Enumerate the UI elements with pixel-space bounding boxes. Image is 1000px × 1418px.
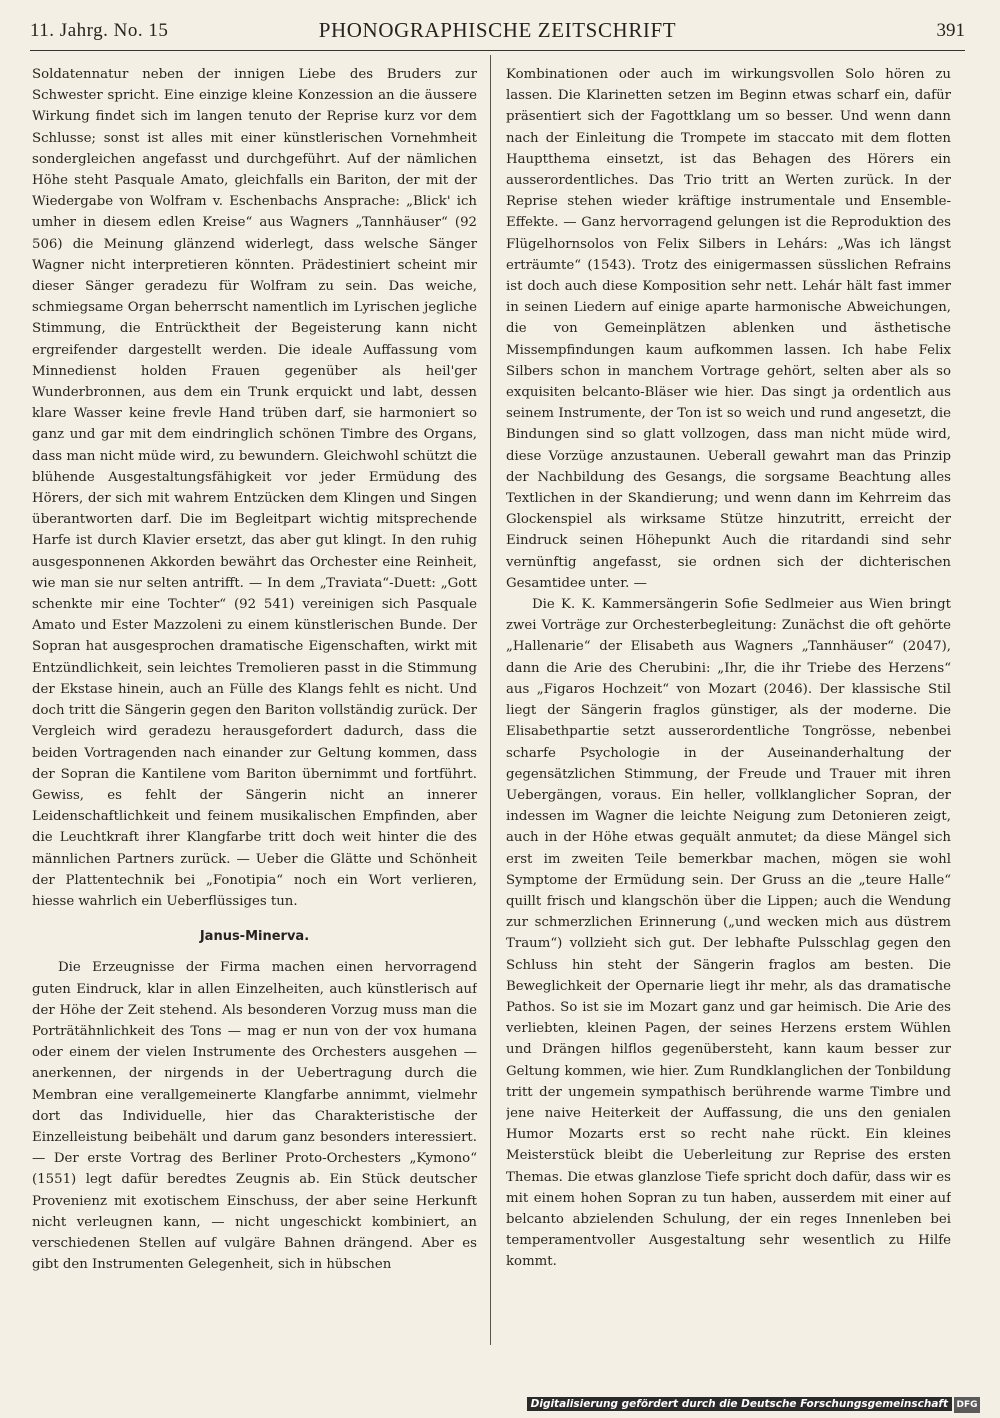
column-divider bbox=[490, 55, 491, 1345]
left-column bbox=[32, 64, 477, 1354]
right-paragraph-2: Die K. K. Kammersängerin Sofie Sedlmeier aus Wien bringt zwei Vorträge zur Orchesterbegleitung: Zunächst die oft gehörte „Hallenarie“ der Elisabeth aus Wagners „Tannhäuser“ (2047), dann die Arie des Cherubini: „Ihr, die ihr Triebe des Herzens“ aus „Figaros Hochzeit“ von Mozart (2046). Der klassische Stil liegt der Sängerin fraglos günstiger, als der moderne. Die Elisabethpartie setzt ausserordentliche Tongrösse, nebenbei scharfe Psychologie in der Auseinanderhaltung der gegensätzlichen Stimmung, der Freude und Trauer mit ihren Uebergängen, voraus. Ein heller, vollklanglicher Sopran, der indessen im Wagner die leichte Neigung zum Detonieren zeigt, auch in der Höhe etwas gequält anmutet; da diese Mängel sich erst im zweiten Teile bemerkbar machen, mögen sie wohl Symptome der Ermüdung sein. Der Gruss an die „teure Halle“ quillt frisch und klangschön über die Lippen; auch die Wendung zur schmerzlichen Erinnerung („und wecken mich aus düstrem Traum“) vollzieht sich gut. Der lebhafte Pulsschlag gegen den Schluss hin steht der Sängerin fraglos am besten. Die Beweglichkeit der Opernarie liegt ihr mehr, als das dramatische Pathos. So ist sie im Mozart ganz und gar heimisch. Die Arie des verliebten, kleinen Pagen, der seines Herzens erstem Wühlen und Drängen hilflos gegenübersteht, kann kaum besser zur Geltung kommen, wie hier. Zum Rundklanglichen der Tonbildung tritt der ungemein sympathisch berührende warme Timbre und jene naive Heiterkeit der Auffassung, die uns den genialen Humor Mozarts erst so recht nahe rückt. Ein kleines Meisterstück bleibt die Ueberleitung zur Reprise des ersten Themas. Die etwas glanzlose Tiefe spricht doch dafür, dass wir es mit einem hohen Sopran zu tun haben, ausserdem mit einer auf belcanto abzielenden Schulung, der ein reges Innenleben bei temperamentvoller Ausgestaltung sehr wesentlich zu Hilfe kommt. bbox=[506, 597, 951, 1270]
right-column bbox=[506, 64, 951, 1354]
journal-title: PHONOGRAPHISCHE ZEITSCHRIFT bbox=[318, 18, 677, 42]
left-paragraph-2: Die Erzeugnisse der Firma machen einen hervorragend guten Eindruck, klar in allen Einzelheiten, auch künstlerisch auf der Höhe der Zeit stehend. Als besonderen Vorzug muss man die Porträtähnlichkeit des Tons — mag er nun von der vox humana oder einem der vielen Instrumente des Orchesters ausgehen — anerkennen, der nirgends in der Uebertragung durch die Membran eine verallgemeinerte Klangfarbe annimmt, vielmehr dort das Individuelle, hier das Charakteristische der Einzelleistung beibehält und darum ganz besonders interessiert. — Der erste Vortrag des Berliner Proto-Orchesters „Kymono“ (1551) legt dafür beredtes Zeugnis ab. Ein Stück deutscher Provenienz mit exotischem Einschuss, der aber seine Herkunft nicht verleugnen kann, — nicht ungeschickt kombiniert, an verschiedenen Stellen auf vulgäre Bahnen drängend. Aber es gibt den Instrumenten Gelegenheit, sich in hübschen bbox=[32, 960, 477, 1273]
dfg-logo: DFG bbox=[954, 1397, 980, 1413]
section-heading: Janus-Minerva. bbox=[199, 929, 310, 945]
running-header bbox=[30, 18, 965, 48]
header-rule bbox=[30, 50, 965, 51]
right-paragraph-1: Kombinationen oder auch im wirkungsvollen Solo hören zu lassen. Die Klarinetten setzen im Beginn etwas scharf ein, dafür präsentiert sich der Fagottklang um so besser. Und wenn dann nach der Einleitung die Trompete im staccato mit dem flotten Hauptthema einsetzt, ist das Behagen des Hörers ein ausserordentliches. Das Trio tritt an Werten zurück. In der Reprise stehen wieder kräftige instrumentale und Ensemble-Effekte. — Ganz hervorragend gelungen ist die Reproduktion des Flügelhornsolos von Felix Silbers in Lehárs: „Was ich längst erträumte“ (1543). Trotz des einigermassen süsslichen Refrains ist doch auch diese Komposition sehr nett. Lehár hält fast immer in seinen Liedern auf einige aparte harmonische Abweichungen, die von Gemeinplätzen ablenken und ästhetische Missempfindungen kaum aufkommen lassen. Ich habe Felix Silbers schon in manchem Vortrage gehört, selten aber als so exquisiten belcanto-Bläser wie hier. Das singt ja ordentlich aus seinem Instrumente, der Ton ist so weich und rund angesetzt, die Bindungen sind so glatt vollzogen, dass man nicht müde wird, diese Vorzüge anzustaunen. Ueberall gewahrt man das Prinzip der Nachbildung des Gesangs, die sorgsame Beachtung alles Textlichen in der Skandierung; und wenn dann im Kehrreim das Glockenspiel als wirksame Stütze hinzutritt, erreicht der Eindruck seinen Höhepunkt Auch die ritardandi sind sehr vernünftig angefasst, sie ordnen sich der dichterischen Gesamtidee unter. — bbox=[506, 67, 951, 591]
footer-text: Digitalisierung gefördert durch die Deutsche Forschungsgemeinschaft bbox=[527, 1397, 952, 1411]
issue-label: 11. Jahrg. No. 15 bbox=[30, 20, 169, 41]
page-number: 391 bbox=[936, 20, 965, 41]
digitization-footer bbox=[530, 1397, 980, 1413]
left-paragraph-1: Soldatennatur neben der innigen Liebe des Bruders zur Schwester spricht. Eine einzige kleine Konzession an die äussere Wirkung findet sich im langen tenuto der Reprise kurz vor dem Schlusse; sonst ist alles mit einer künstlerischen Vornehmheit sondergleichen angefasst und durchgeführt. Auf der nämlichen Höhe steht Pasquale Amato, gleichfalls ein Bariton, der mit der Wiedergabe von Wolfram v. Eschenbachs Ansprache: „Blick' ich umher in diesem edlen Kreise“ aus Wagners „Tannhäuser“ (92 506) die Meinung glänzend widerlegt, dass welsche Sänger Wagner nicht interpretieren könnten. Prädestiniert scheint mir dieser Sänger geradezu für Wolfram zu sein. Das weiche, schmiegsame Organ beherrscht namentlich im Lyrischen jegliche Stimmung, die Entrücktheit der Begeisterung kann nicht ergreifender dargestellt werden. Die ideale Auffassung vom Minnedienst holden Frauen gegenüber als heil'ger Wunderbronnen, aus dem ein Trunk erquickt und labt, dessen klare Wasser keine frevle Hand trüben darf, sie harmoniert so ganz und gar mit dem eindringlich schönen Timbre des Organs, dass man nicht müde wird, zu bewundern. Gleichwohl schützt die blühende Ausgestaltungsfähigkeit vor jeder Ermüdung des Hörers, der sich mit wahrem Entzücken dem Klingen und Singen überantworten darf. Die im Begleitpart wichtig mitsprechende Harfe ist durch Klavier ersetzt, das aber gut klingt. In den ruhig ausgesponnenen Akkorden bewährt das Orchester eine Reinheit, wie man sie nur selten antrifft. — In dem „Traviata“-Duett: „Gott schenkte mir eine Tochter“ (92 541) vereinigen sich Pasquale Amato und Ester Mazzoleni zu einem künstlerischen Bunde. Der Sopran hat ausgesprochen dramatische Eigenschaften, wirkt mit Entzündlichkeit, sein leichtes Tremolieren passt in die Stimmung der Ekstase hinein, auch an Fülle des Klangs fehlt es nicht. Und doch tritt die Sängerin gegen den Bariton vollständig zurück. Der Vergleich wird geradezu herausgefordert dadurch, dass die beiden Vortragenden nach einander zur Geltung kommen, dass der Sopran die Kantilene vom Bariton übernimmt und fortführt. Gewiss, es fehlt der Sängerin nicht an innerer Leidenschaftlichkeit und feinem musikalischen Empfinden, aber die Leuchtkraft ihrer Klangfarbe tritt doch weit hinter die des männlichen Partners zurück. — Ueber die Glätte und Schönheit der Plattentechnik bei „Fonotipia“ noch ein Wort verlieren, hiesse wahrlich ein Ueberflüssiges tun. bbox=[32, 67, 477, 909]
